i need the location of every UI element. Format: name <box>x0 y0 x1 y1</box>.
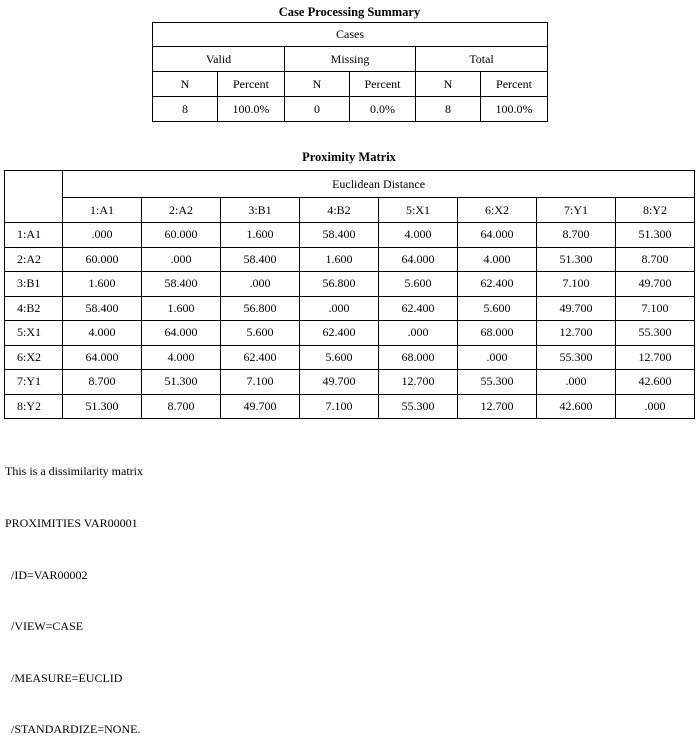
case-processing-summary-title: Case Processing Summary <box>278 5 421 19</box>
value-cell: 100.0% <box>481 97 548 122</box>
matrix-cell: 64.000 <box>142 321 221 346</box>
row-label-cell: 4:B2 <box>5 296 63 321</box>
matrix-cell: 58.400 <box>300 223 379 248</box>
column-header-cell: 6:X2 <box>458 198 537 223</box>
matrix-cell: .000 <box>63 223 142 248</box>
matrix-cell: 4.000 <box>63 321 142 346</box>
group-header-valid: Valid <box>153 47 285 72</box>
footnote-line: /STANDARDIZE=NONE. <box>5 722 141 737</box>
matrix-cell: 68.000 <box>379 345 458 370</box>
matrix-cell: 62.400 <box>221 345 300 370</box>
matrix-cell: 58.400 <box>221 247 300 272</box>
matrix-cell: 4.000 <box>458 247 537 272</box>
value-cell: 100.0% <box>218 97 285 122</box>
subheader-cell: N <box>153 72 218 97</box>
matrix-cell: 56.800 <box>221 296 300 321</box>
matrix-cell: .000 <box>616 394 695 419</box>
matrix-cell: 4.000 <box>142 345 221 370</box>
matrix-row <box>5 321 695 346</box>
footnote-line: /ID=VAR00002 <box>5 567 88 582</box>
matrix-row <box>5 394 695 419</box>
cases-header-cell: Cases <box>153 23 548 47</box>
matrix-cell: 1.600 <box>63 272 142 297</box>
row-label-cell: 2:A2 <box>5 247 63 272</box>
matrix-cell: 1.600 <box>142 296 221 321</box>
matrix-cell: 49.700 <box>537 296 616 321</box>
matrix-row <box>5 272 695 297</box>
proximity-header-row-measure <box>5 171 695 198</box>
matrix-cell: 8.700 <box>537 223 616 248</box>
matrix-cell: 49.700 <box>616 272 695 297</box>
matrix-cell: 51.300 <box>537 247 616 272</box>
column-header-cell: 7:Y1 <box>537 198 616 223</box>
subheader-cell: N <box>416 72 481 97</box>
matrix-cell: 49.700 <box>221 394 300 419</box>
matrix-cell: 55.300 <box>379 394 458 419</box>
column-header-cell: 4:B2 <box>300 198 379 223</box>
matrix-cell: 5.600 <box>458 296 537 321</box>
matrix-cell: 64.000 <box>458 223 537 248</box>
footnote-line: PROXIMITIES VAR00001 <box>5 516 138 531</box>
measure-header-cell: Euclidean Distance <box>63 171 695 198</box>
matrix-cell: 62.400 <box>458 272 537 297</box>
footnote-line: This is a dissimilarity matrix <box>5 464 143 479</box>
row-label-cell: 7:Y1 <box>5 370 63 395</box>
row-label-cell: 3:B1 <box>5 272 63 297</box>
matrix-cell: 12.700 <box>458 394 537 419</box>
proximity-matrix-body <box>5 223 695 419</box>
column-header-cell: 3:B1 <box>221 198 300 223</box>
matrix-cell: .000 <box>379 321 458 346</box>
matrix-row <box>5 370 695 395</box>
proximity-matrix-title: Proximity Matrix <box>302 150 396 164</box>
row-label-cell: 1:A1 <box>5 223 63 248</box>
matrix-row <box>5 223 695 248</box>
matrix-cell: 60.000 <box>142 223 221 248</box>
matrix-cell: 5.600 <box>221 321 300 346</box>
matrix-cell: 12.700 <box>616 345 695 370</box>
matrix-cell: 58.400 <box>63 296 142 321</box>
matrix-cell: 42.600 <box>537 394 616 419</box>
column-header-cell: 5:X1 <box>379 198 458 223</box>
matrix-cell: 8.700 <box>142 394 221 419</box>
matrix-row <box>5 247 695 272</box>
subheader-cell: Percent <box>481 72 548 97</box>
matrix-cell: 51.300 <box>63 394 142 419</box>
matrix-cell: 5.600 <box>300 345 379 370</box>
value-cell: 8 <box>153 97 218 122</box>
corner-cell <box>5 171 63 223</box>
subheader-cell: N <box>285 72 350 97</box>
matrix-cell: 56.800 <box>300 272 379 297</box>
matrix-cell: 7.100 <box>300 394 379 419</box>
matrix-cell: .000 <box>221 272 300 297</box>
row-label-cell: 8:Y2 <box>5 394 63 419</box>
matrix-cell: 4.000 <box>379 223 458 248</box>
summary-header-row-cases <box>153 23 548 47</box>
matrix-cell: 58.400 <box>142 272 221 297</box>
matrix-cell: 55.300 <box>616 321 695 346</box>
matrix-cell: 7.100 <box>221 370 300 395</box>
matrix-cell: 51.300 <box>616 223 695 248</box>
summary-header-row-stats <box>153 72 548 97</box>
matrix-cell: 62.400 <box>379 296 458 321</box>
matrix-cell: 8.700 <box>63 370 142 395</box>
subheader-cell: Percent <box>218 72 285 97</box>
column-header-cell: 1:A1 <box>63 198 142 223</box>
summary-header-row-groups <box>153 47 548 72</box>
proximity-matrix-table <box>4 170 695 419</box>
summary-value-row <box>153 97 548 122</box>
matrix-cell: 7.100 <box>537 272 616 297</box>
group-header-missing: Missing <box>285 47 416 72</box>
matrix-cell: 55.300 <box>537 345 616 370</box>
proximity-header-row-columns <box>5 198 695 223</box>
value-cell: 0.0% <box>350 97 416 122</box>
footnote-line: /VIEW=CASE <box>5 619 84 634</box>
value-cell: 0 <box>285 97 350 122</box>
matrix-cell: 60.000 <box>63 247 142 272</box>
matrix-cell: 64.000 <box>63 345 142 370</box>
column-header-cell: 8:Y2 <box>616 198 695 223</box>
matrix-cell: 49.700 <box>300 370 379 395</box>
row-label-cell: 5:X1 <box>5 321 63 346</box>
matrix-cell: 68.000 <box>458 321 537 346</box>
matrix-cell: .000 <box>537 370 616 395</box>
matrix-cell: 64.000 <box>379 247 458 272</box>
matrix-cell: 51.300 <box>142 370 221 395</box>
matrix-row <box>5 345 695 370</box>
syntax-footnote <box>5 429 143 756</box>
row-label-cell: 6:X2 <box>5 345 63 370</box>
matrix-cell: .000 <box>458 345 537 370</box>
matrix-cell: 8.700 <box>616 247 695 272</box>
subheader-cell: Percent <box>350 72 416 97</box>
matrix-cell: 1.600 <box>221 223 300 248</box>
footnote-line: /MEASURE=EUCLID <box>5 670 123 685</box>
column-header-cell: 2:A2 <box>142 198 221 223</box>
matrix-cell: .000 <box>142 247 221 272</box>
value-cell: 8 <box>416 97 481 122</box>
matrix-cell: 42.600 <box>616 370 695 395</box>
matrix-row <box>5 296 695 321</box>
matrix-cell: 1.600 <box>300 247 379 272</box>
matrix-cell: 5.600 <box>379 272 458 297</box>
matrix-cell: 62.400 <box>300 321 379 346</box>
matrix-cell: 7.100 <box>616 296 695 321</box>
matrix-cell: .000 <box>300 296 379 321</box>
matrix-cell: 12.700 <box>537 321 616 346</box>
case-processing-summary-table <box>152 22 548 122</box>
matrix-cell: 55.300 <box>458 370 537 395</box>
group-header-total: Total <box>416 47 548 72</box>
matrix-cell: 12.700 <box>379 370 458 395</box>
